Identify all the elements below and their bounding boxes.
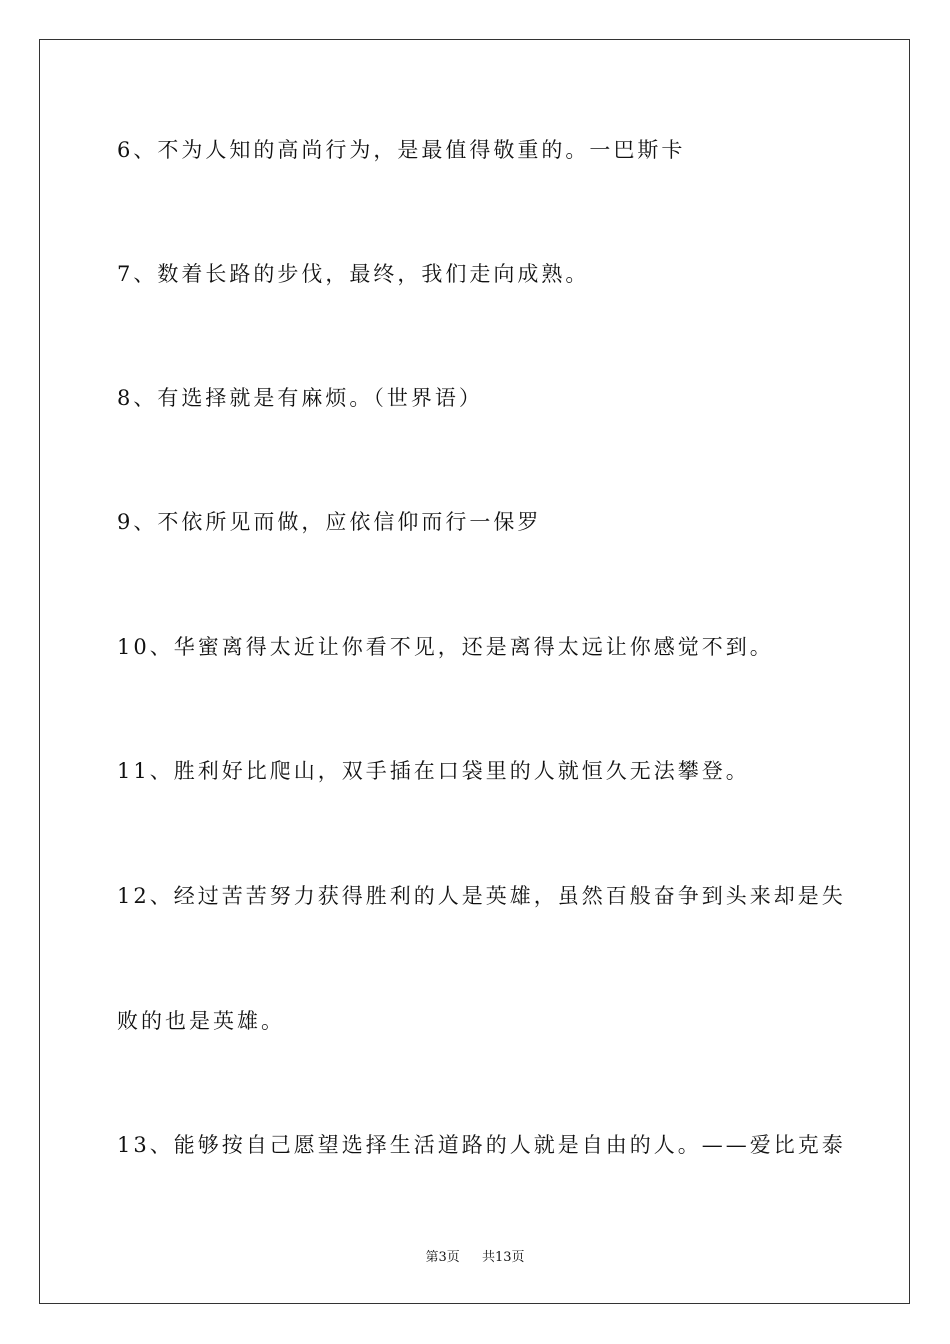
quote-line-12: 12、经过苦苦努力获得胜利的人是英雄，虽然百般奋争到头来却是失 xyxy=(117,884,846,908)
quote-line-7: 7、数着长路的步伐，最终，我们走向成熟。 xyxy=(117,262,590,286)
quote-line-12-continued: 败的也是英雄。 xyxy=(117,1009,285,1033)
quote-line-6: 6、不为人知的高尚行为，是最值得敬重的。一巴斯卡 xyxy=(117,138,686,162)
quote-line-8: 8、有选择就是有麻烦。（世界语） xyxy=(117,386,483,410)
quote-line-13: 13、能够按自己愿望选择生活道路的人就是自由的人。——爱比克泰 xyxy=(117,1133,846,1157)
page-border xyxy=(39,39,910,1304)
page-number: 第3页 xyxy=(425,1250,460,1265)
quote-line-9: 9、不依所见而做，应依信仰而行一保罗 xyxy=(117,510,542,534)
page-total: 共13页 xyxy=(482,1250,525,1265)
page-footer xyxy=(0,1246,950,1265)
quote-line-11: 11、胜利好比爬山，双手插在口袋里的人就恒久无法攀登。 xyxy=(117,759,750,783)
quote-line-10: 10、华蜜离得太近让你看不见，还是离得太远让你感觉不到。 xyxy=(117,635,774,659)
